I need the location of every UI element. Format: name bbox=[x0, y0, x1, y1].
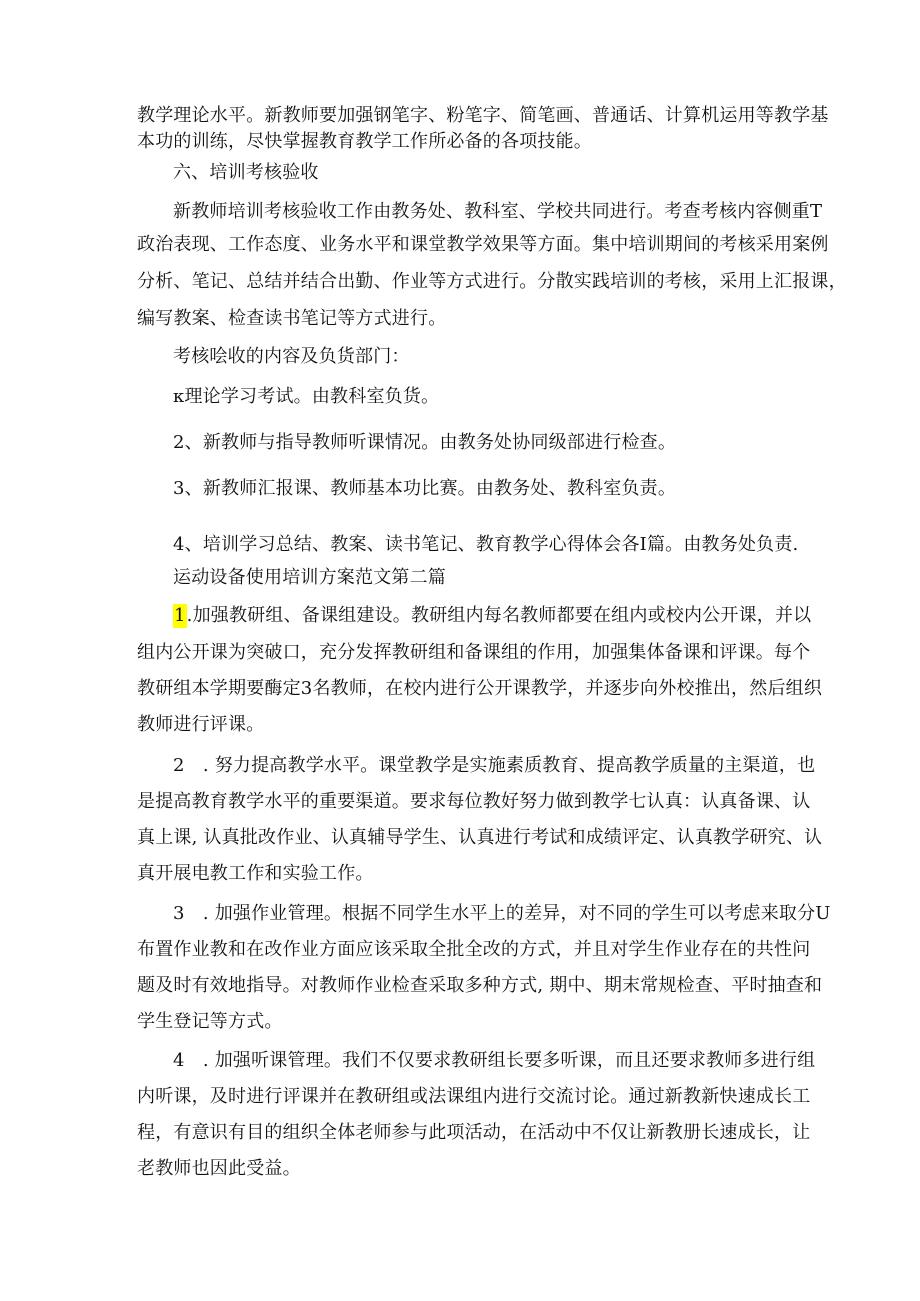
list-item: 2、新教师与指导教师听课情况。由教务处协同级部进行检查。 bbox=[173, 432, 677, 453]
paragraph-line: 本功的训练，尽快掌握教育教学工作所必备的各项技能。 bbox=[137, 131, 592, 152]
paragraph-line: 教师进行评课。 bbox=[137, 714, 265, 735]
paragraph-line: 编写教案、检查读书笔记等方式进行。 bbox=[137, 308, 447, 329]
paragraph-line: 程，有意识有目的组织全体老师参与此项活动，在活动中不仅让新教册长速成长，让 bbox=[137, 1122, 811, 1143]
paragraph-line: 教学理论水平。新教师要加强钢笔字、粉笔字、简笔画、普通话、计算机运用等教学基 bbox=[137, 105, 829, 126]
list-item: 3、新教师汇报课、教师基本功比赛。由教务处、教科室负责。 bbox=[173, 478, 677, 499]
paragraph-line: 真开展电教工作和实验工作。 bbox=[137, 863, 374, 884]
paragraph-line: 分析、笔记、总结并结合出勤、作业等方式进行。分散实践培训的考核，采用上汇报课， bbox=[137, 271, 847, 292]
paragraph-text: .加强教研组、备课组建设。教研组内每名教师都要在组内或校内公开课，并以 bbox=[186, 605, 812, 626]
paragraph-line: 是提高教育教学水平的重要渠道。要求每位教好努力做到教学七认真：认真备课、认 bbox=[137, 791, 811, 812]
items-intro: 考核哙收的内容及负货部门： bbox=[173, 346, 410, 367]
paragraph-line: 真上课, 认真批改作业、认真辅导学生、认真进行考试和成绩评定、认真教学研究、认 bbox=[137, 827, 823, 848]
paragraph-line: 题及时有效地指导。对教师作业检查采取多种方式, 期中、期末常规检查、平时抽查和 bbox=[137, 975, 823, 996]
list-item: κ理论学习考试。由教科室负货。 bbox=[173, 386, 440, 407]
list-item: 4、培训学习总结、教案、读书笔记、教育教学心得体会各I篇。由教务处负责. bbox=[173, 534, 799, 555]
paragraph-line: 新教师培训考核验收工作由教务处、教科室、学校共同进行。考查考核内容侧重T bbox=[173, 201, 823, 222]
section-heading: 六、培训考核验收 bbox=[173, 162, 319, 183]
paragraph-line: 2 . 努力提高教学水平。课堂教学是实施素质教育、提高教学质量的主渠道，也 bbox=[173, 755, 816, 776]
paragraph-line: 政治表现、工作态度、业务水平和课堂教学效果等方面。集中培训期间的考核采用案例 bbox=[137, 234, 829, 255]
paragraph-line: 布置作业教和在改作业方面应该采取全批全改的方式，并且对学生作业存在的共性问 bbox=[137, 939, 811, 960]
highlighted-number: 1 bbox=[174, 605, 186, 626]
article-title: 运动设备使用培训方案范文第二篇 bbox=[173, 567, 446, 588]
paragraph-line: 老教师也因此受益。 bbox=[137, 1158, 301, 1179]
paragraph-line bbox=[173, 604, 812, 628]
paragraph-line: 教研组本学期要酶定3名教师，在校内进行公开课教学，并逐步向外校推出，然后组织 bbox=[137, 678, 823, 699]
paragraph-line: 组内公开课为突破口，充分发挥教研组和备课组的作用，加强集体备课和评课。每个 bbox=[137, 642, 811, 663]
paragraph-line: 3 . 加强作业管理。根据不同学生水平上的差异，对不同的学生可以考虑来取分U bbox=[173, 903, 831, 924]
paragraph-line: 4 . 加强听课管理。我们不仅要求教研组长要多听课，而且还要求教师多进行组 bbox=[173, 1050, 816, 1071]
paragraph-line: 学生登记等方式。 bbox=[137, 1011, 283, 1032]
paragraph-line: 内听课，及时进行评课并在教研组或法课组内进行交流讨论。通过新教新快速成长工 bbox=[137, 1086, 811, 1107]
